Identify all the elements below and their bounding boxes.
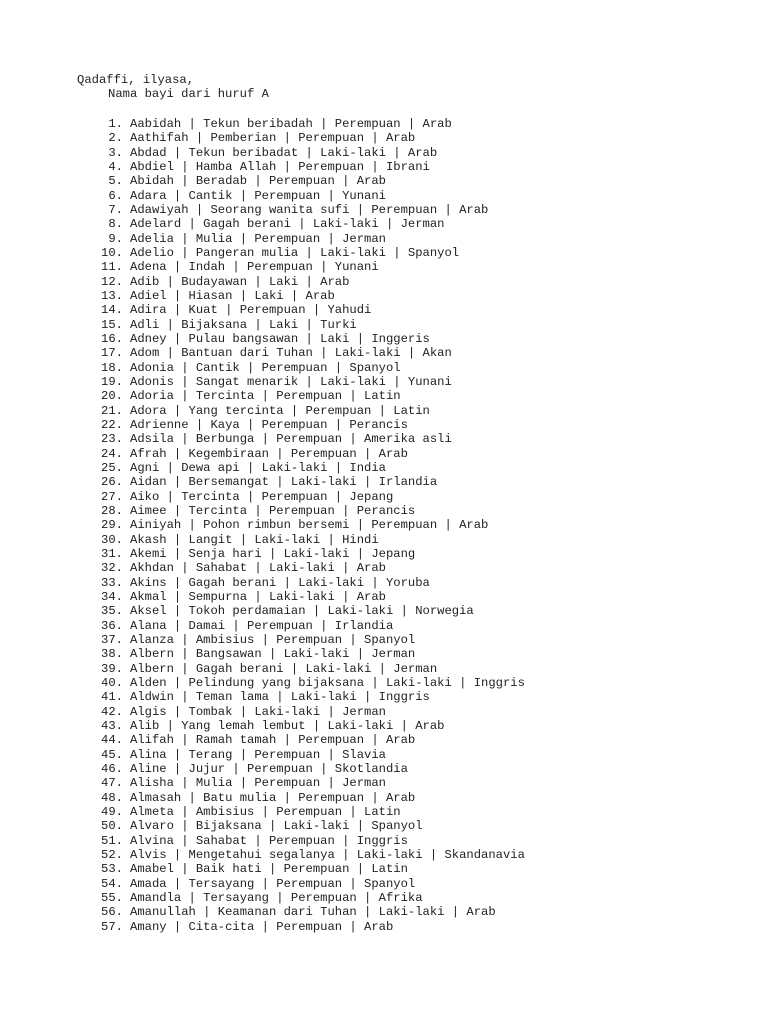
list-item-text: Algis | Tombak | Laki-laki | Jerman (130, 704, 386, 719)
list-item-number: 47. (101, 776, 123, 791)
list-item-text: Alvis | Mengetahui segalanya | Laki-laki | Skandanavia (130, 847, 525, 862)
list-item-number: 13. (101, 289, 123, 304)
list-item-text: Amanullah | Keamanan dari Tuhan | Laki-laki | Arab (130, 905, 496, 920)
list-item-text: Adawiyah | Seorang wanita sufi | Perempuan | Arab (130, 203, 489, 218)
list-item-text: Alvina | Sahabat | Perempuan | Inggris (130, 833, 408, 848)
list-item (0, 747, 525, 761)
list-item-number: 32. (101, 561, 123, 576)
list-item (0, 833, 525, 847)
list-item-number: 19. (101, 375, 123, 390)
list-item (0, 919, 525, 933)
list-item-text: Alana | Damai | Perempuan | Irlandia (130, 618, 394, 633)
list-item (0, 848, 525, 862)
list-item (0, 289, 525, 303)
list-item-text: Aiko | Tercinta | Perempuan | Jepang (130, 489, 394, 504)
list-item (0, 203, 525, 217)
list-item-number: 41. (101, 690, 123, 705)
list-item (0, 318, 525, 332)
list-item-number: 27. (101, 489, 123, 504)
list-item-number: 50. (101, 819, 123, 834)
list-item (0, 490, 525, 504)
list-item-number: 31. (101, 547, 123, 561)
list-item-text: Aline | Jujur | Perempuan | Skotlandia (130, 761, 408, 776)
list-item (0, 576, 525, 590)
list-item (0, 131, 525, 145)
list-item-text: Adney | Pulau bangsawan | Laki | Inggeris (130, 332, 430, 347)
list-item-number: 20. (101, 389, 123, 404)
list-item-number: 29. (101, 518, 123, 533)
list-item-text: Akmal | Sempurna | Laki-laki | Arab (130, 589, 386, 604)
list-item (0, 361, 525, 375)
list-item-number: 3. (108, 145, 123, 160)
list-item-text: Amabel | Baik hati | Perempuan | Latin (130, 862, 408, 877)
list-item-number: 55. (101, 890, 123, 905)
list-item-text: Abdiel | Hamba Allah | Perempuan | Ibrani (130, 160, 430, 175)
list-item (0, 604, 525, 618)
list-item-number: 17. (101, 346, 123, 361)
list-item (0, 676, 525, 690)
list-item-number: 49. (101, 804, 123, 819)
list-item (0, 547, 525, 561)
list-item-text: Ainiyah | Pohon rimbun bersemi | Perempuan | Arab (130, 518, 489, 533)
list-item-text: Aksel | Tokoh perdamaian | Laki-laki | Norwegia (130, 604, 474, 619)
list-item-text: Adrienne | Kaya | Perempuan | Perancis (130, 418, 408, 433)
list-item (0, 633, 525, 647)
list-item (0, 217, 525, 231)
list-item-text: Adelio | Pangeran mulia | Laki-laki | Spanyol (130, 246, 460, 261)
list-item (0, 518, 525, 532)
list-item-number: 15. (101, 317, 123, 332)
list-item-number: 6. (108, 188, 123, 203)
list-item-number: 30. (101, 532, 123, 547)
list-item (0, 618, 525, 632)
list-item-text: Akash | Langit | Laki-laki | Hindi (130, 532, 379, 547)
list-item (0, 876, 525, 890)
list-item-text: Adara | Cantik | Perempuan | Yunani (130, 188, 386, 203)
list-item (0, 275, 525, 289)
list-item (0, 762, 525, 776)
list-item (0, 475, 525, 489)
list-item (0, 346, 525, 360)
list-item (0, 189, 525, 203)
list-item-number: 16. (101, 332, 123, 347)
list-item-text: Albern | Gagah berani | Laki-laki | Jerman (130, 661, 438, 676)
list-item (0, 733, 525, 747)
list-item-number: 40. (101, 675, 123, 690)
list-item (0, 303, 525, 317)
list-item-text: Adora | Yang tercinta | Perempuan | Latin (130, 403, 430, 418)
list-item-text: Adsila | Berbunga | Perempuan | Amerika asli (130, 432, 452, 447)
list-item-number: 1. (108, 117, 123, 132)
list-item (0, 719, 525, 733)
list-item-number: 28. (101, 504, 123, 519)
list-item-number: 14. (101, 303, 123, 318)
document-title: Nama bayi dari huruf A (108, 87, 269, 101)
list-item (0, 332, 525, 346)
list-item-text: Adib | Budayawan | Laki | Arab (130, 274, 350, 289)
list-item-number: 56. (101, 905, 123, 920)
list-item-number: 43. (101, 718, 123, 733)
list-item-number: 25. (101, 461, 123, 476)
list-item-number: 10. (101, 246, 123, 261)
list-item-text: Adom | Bantuan dari Tuhan | Laki-laki | Akan (130, 346, 452, 361)
list-item-text: Adelard | Gagah berani | Laki-laki | Jerman (130, 217, 445, 232)
list-item (0, 504, 525, 518)
list-item (0, 805, 525, 819)
list-item (0, 418, 525, 432)
list-item-text: Akemi | Senja hari | Laki-laki | Jepang (130, 547, 416, 561)
list-item-number: 12. (101, 274, 123, 289)
list-item-text: Akhdan | Sahabat | Laki-laki | Arab (130, 561, 386, 576)
list-item-number: 54. (101, 876, 123, 891)
list-item-text: Afrah | Kegembiraan | Perempuan | Arab (130, 446, 408, 461)
list-item (0, 661, 525, 675)
list-item-text: Amandla | Tersayang | Perempuan | Afrika (130, 890, 423, 905)
list-item (0, 776, 525, 790)
list-item-text: Aidan | Bersemangat | Laki-laki | Irlandia (130, 475, 438, 490)
list-item-text: Alden | Pelindung yang bijaksana | Laki-laki | Inggris (130, 675, 525, 690)
list-item-number: 26. (101, 475, 123, 490)
list-item (0, 174, 525, 188)
list-item-number: 24. (101, 446, 123, 461)
list-item (0, 432, 525, 446)
list-item (0, 160, 525, 174)
list-item-number: 21. (101, 403, 123, 418)
list-item-number: 7. (108, 203, 123, 218)
list-item-number: 33. (101, 575, 123, 590)
list-item-number: 9. (108, 231, 123, 246)
list-item (0, 862, 525, 876)
list-item-number: 42. (101, 704, 123, 719)
list-item-text: Alina | Terang | Perempuan | Slavia (130, 747, 386, 762)
list-item-text: Adli | Bijaksana | Laki | Turki (130, 317, 357, 332)
list-item (0, 146, 525, 160)
list-item-text: Adira | Kuat | Perempuan | Yahudi (130, 303, 372, 318)
list-item (0, 404, 525, 418)
list-item (0, 590, 525, 604)
list-item-number: 45. (101, 747, 123, 762)
list-item-text: Albern | Bangsawan | Laki-laki | Jerman (130, 647, 416, 662)
list-item (0, 647, 525, 661)
list-item (0, 117, 525, 131)
list-item (0, 690, 525, 704)
list-item-number: 18. (101, 360, 123, 375)
list-item-text: Adonia | Cantik | Perempuan | Spanyol (130, 360, 401, 375)
list-item-text: Agni | Dewa api | Laki-laki | India (130, 461, 386, 476)
list-item-number: 5. (108, 174, 123, 189)
list-item-text: Alib | Yang lemah lembut | Laki-laki | Arab (130, 718, 445, 733)
list-item-number: 57. (101, 919, 123, 934)
list-item-text: Alifah | Ramah tamah | Perempuan | Arab (130, 733, 416, 748)
list-item-number: 52. (101, 847, 123, 862)
list-item-text: Alisha | Mulia | Perempuan | Jerman (130, 776, 386, 791)
list-item-text: Almasah | Batu mulia | Perempuan | Arab (130, 790, 416, 805)
list-item-text: Adena | Indah | Perempuan | Yunani (130, 260, 379, 275)
list-item (0, 533, 525, 547)
list-item (0, 232, 525, 246)
list-item-text: Alvaro | Bijaksana | Laki-laki | Spanyol (130, 819, 423, 834)
list-item-number: 44. (101, 733, 123, 748)
list-item (0, 260, 525, 274)
list-item-number: 11. (101, 260, 123, 275)
list-item-number: 37. (101, 632, 123, 647)
list-item-number: 48. (101, 790, 123, 805)
list-item-number: 38. (101, 647, 123, 662)
list-item (0, 447, 525, 461)
list-item (0, 790, 525, 804)
list-item-number: 35. (101, 604, 123, 619)
list-item (0, 461, 525, 475)
list-item-text: Abidah | Beradab | Perempuan | Arab (130, 174, 386, 189)
list-item-text: Adonis | Sangat menarik | Laki-laki | Yunani (130, 375, 452, 390)
document-author: Qadaffi, ilyasa, (77, 73, 195, 87)
list-item (0, 704, 525, 718)
list-item-number: 53. (101, 862, 123, 877)
list-item (0, 246, 525, 260)
list-item (0, 905, 525, 919)
list-item-text: Adelia | Mulia | Perempuan | Jerman (130, 231, 386, 246)
list-item-text: Aathifah | Pemberian | Perempuan | Arab (130, 131, 416, 146)
list-item-number: 51. (101, 833, 123, 848)
list-item-number: 39. (101, 661, 123, 676)
list-item-text: Amany | Cita-cita | Perempuan | Arab (130, 919, 394, 934)
list-item-text: Aimee | Tercinta | Perempuan | Perancis (130, 504, 416, 519)
list-item-text: Almeta | Ambisius | Perempuan | Latin (130, 804, 401, 819)
list-item-text: Aabidah | Tekun beribadah | Perempuan | Arab (130, 117, 452, 132)
list-item-text: Adoria | Tercinta | Perempuan | Latin (130, 389, 401, 404)
list-item-text: Alanza | Ambisius | Perempuan | Spanyol (130, 632, 416, 647)
list-item-text: Akins | Gagah berani | Laki-laki | Yoruba (130, 575, 430, 590)
list-item-number: 46. (101, 761, 123, 776)
list-item (0, 561, 525, 575)
list-item-number: 34. (101, 589, 123, 604)
list-item-text: Abdad | Tekun beribadat | Laki-laki | Arab (130, 145, 438, 160)
list-item-number: 23. (101, 432, 123, 447)
list-item-number: 2. (108, 131, 123, 146)
list-item-text: Aldwin | Teman lama | Laki-laki | Inggris (130, 690, 430, 705)
list-item-text: Adiel | Hiasan | Laki | Arab (130, 289, 335, 304)
list-item (0, 389, 525, 403)
baby-name-list (0, 117, 525, 934)
list-item-text: Amada | Tersayang | Perempuan | Spanyol (130, 876, 416, 891)
list-item (0, 375, 525, 389)
list-item-number: 8. (108, 217, 123, 232)
list-item-number: 4. (108, 160, 123, 175)
list-item-number: 22. (101, 418, 123, 433)
list-item (0, 819, 525, 833)
list-item (0, 891, 525, 905)
list-item-number: 36. (101, 618, 123, 633)
